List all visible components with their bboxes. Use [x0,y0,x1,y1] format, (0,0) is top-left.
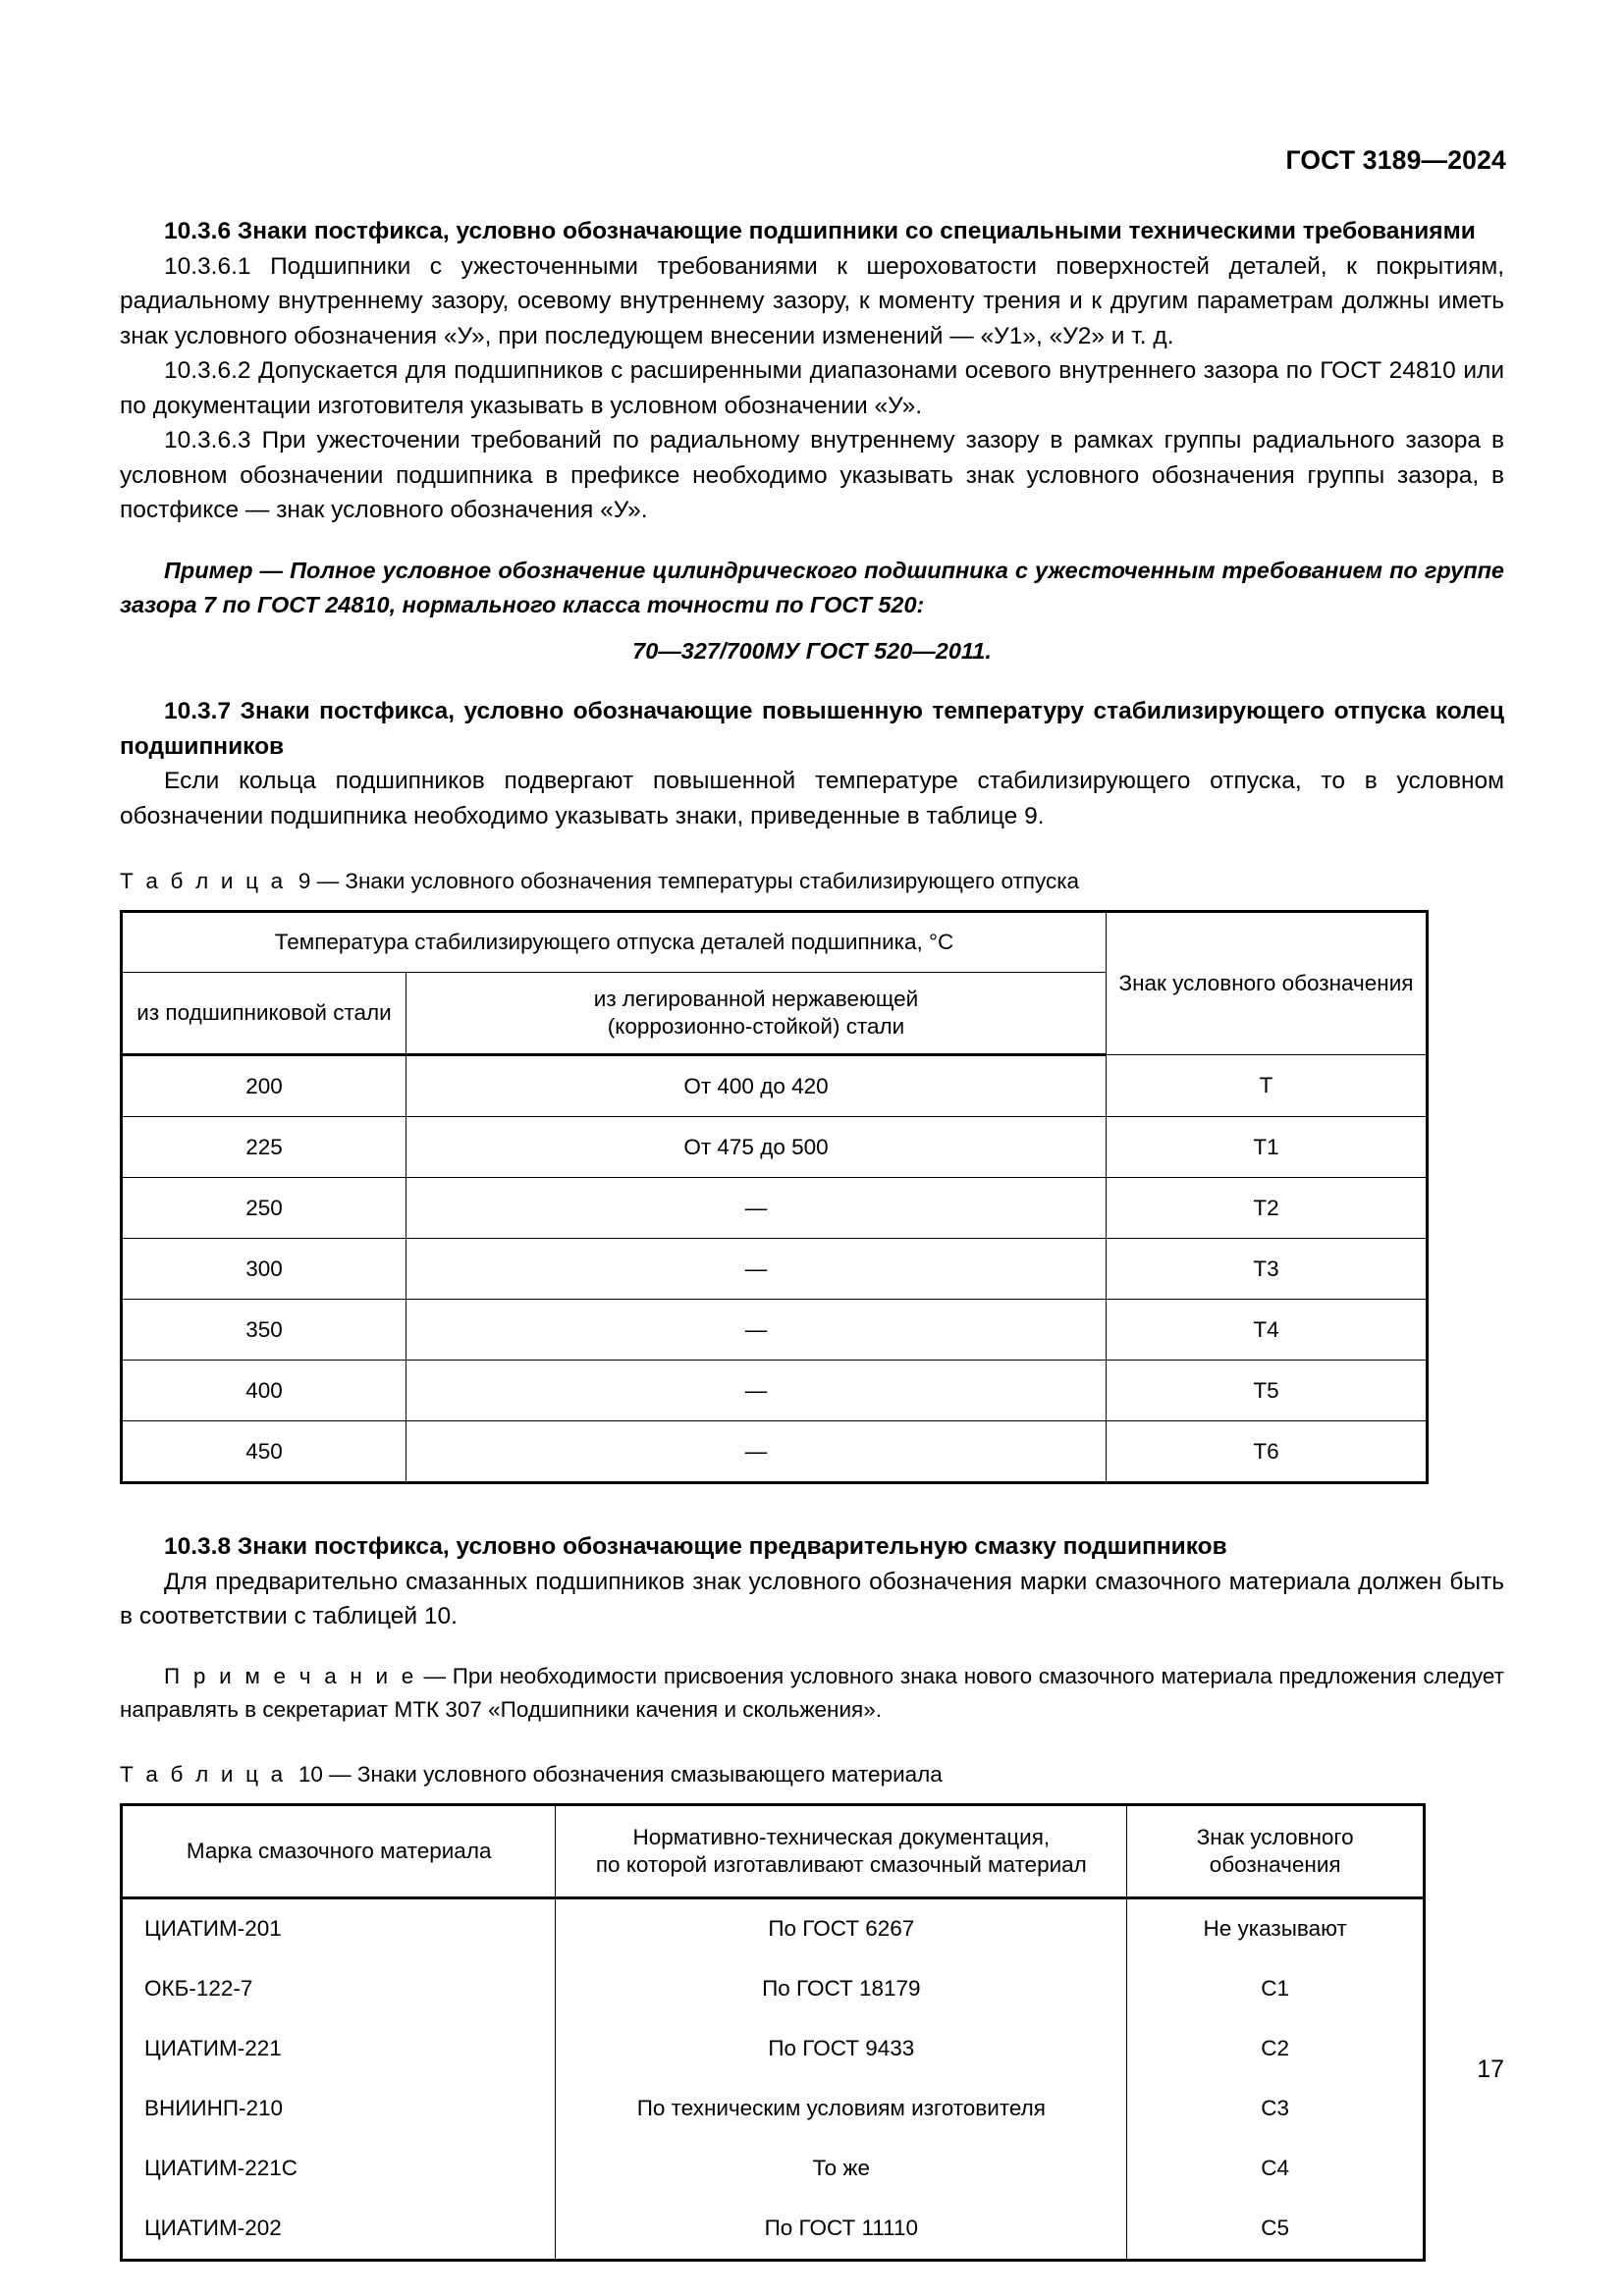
table9-header-span: Температура стабилизирующего отпуска деталей подшипника, °С [122,912,1107,973]
cell-bearing-steel: 200 [122,1055,406,1117]
cell-lubricant-sign: С3 [1127,2079,1425,2139]
spacer [120,528,1504,554]
spacer [120,668,1504,694]
cell-sign: Т2 [1107,1178,1428,1239]
paragraph-10-3-6-2: 10.3.6.2 Допускается для подшипников с расширенными диапазонами осевого внутреннего зазора по ГОСТ 24810 или по документации изготовителя указывать в условном обозначении «У». [120,357,1504,419]
cell-lubricant-document: По ГОСТ 18179 [556,1959,1127,2019]
table10-header-document [556,1804,1127,1897]
cell-lubricant-brand: ОКБ-122-7 [122,1959,556,2019]
table10-header-brand: Марка смазочного материала [122,1804,556,1897]
section-heading-10-3-8: 10.3.8 Знаки постфикса, условно обозначающие предварительную смазку подшипников [164,1533,1227,1560]
paragraph-10-3-6-3: 10.3.6.3 При ужесточении требований по радиальному внутреннему зазору в рамках группы радиального зазора в условном обозначении подшипника в префиксе необходимо указывать знак условного обозначения группы зазора, в постфиксе — знак условного обозначения «У». [120,427,1504,523]
cell-bearing-steel: 250 [122,1178,406,1239]
header-line-1: из легированной нержавеющей [593,987,919,1011]
header-line-2: по которой изготавливают смазочный материал [595,1851,1087,1877]
table-row [122,1897,1425,1959]
cell-stainless-steel: От 475 до 500 [406,1117,1107,1178]
table-caption-title: — Знаки условного обозначения температуры стабилизирующего отпуска [316,869,1080,893]
table-row [122,1055,1428,1117]
cell-stainless-steel: От 400 до 420 [406,1055,1107,1117]
cell-lubricant-sign: С2 [1127,2019,1425,2079]
cell-bearing-steel: 225 [122,1117,406,1178]
cell-stainless-steel: — [406,1421,1107,1483]
cell-lubricant-brand: ЦИАТИМ-202 [122,2199,556,2261]
spacer [120,1634,1504,1660]
paragraph-10-3-8-body: Для предварительно смазанных подшипников знак условного обозначения марки смазочного материала должен быть в соответствии с таблицей 10. [120,1568,1504,1629]
note-label: П р и м е ч а н и е [164,1663,417,1688]
table-row [122,1117,1428,1178]
cell-sign: Т4 [1107,1300,1428,1361]
table-row [122,2019,1425,2079]
cell-sign: Т5 [1107,1361,1428,1421]
cell-lubricant-document: По техническим условиям изготовителя [556,2079,1127,2139]
cell-sign: Т1 [1107,1117,1428,1178]
page-number: 17 [1477,2056,1504,2083]
cell-sign: Т6 [1107,1421,1428,1483]
table-temperature-signs [120,910,1429,1484]
table-row [122,1178,1428,1239]
table-row [122,2079,1425,2139]
cell-bearing-steel: 350 [122,1300,406,1361]
cell-lubricant-document: По ГОСТ 11110 [556,2199,1127,2261]
page-header [118,145,1506,185]
cell-lubricant-document: То же [556,2139,1127,2199]
table-row [122,1361,1428,1421]
cell-bearing-steel: 300 [122,1239,406,1300]
cell-lubricant-brand: ЦИАТИМ-201 [122,1897,556,1959]
table-row [122,1300,1428,1361]
cell-lubricant-sign: С5 [1127,2199,1425,2261]
cell-stainless-steel: — [406,1361,1107,1421]
cell-bearing-steel: 400 [122,1361,406,1421]
cell-lubricant-document: По ГОСТ 9433 [556,2019,1127,2079]
cell-bearing-steel: 450 [122,1421,406,1483]
table-9-caption [120,867,1504,896]
cell-sign: Т3 [1107,1239,1428,1300]
section-heading-10-3-6: 10.3.6 Знаки постфикса, условно обозначающие подшипники со специальными техническими требованиями [164,218,1476,244]
cell-lubricant-brand: ЦИАТИМ-221 [122,2019,556,2079]
table-lubricant-signs [120,1803,1426,2262]
table-row [122,2139,1425,2199]
table9-header-stainless-steel [406,973,1107,1055]
spacer [120,833,1504,867]
standard-designation: ГОСТ 3189—2024 [1285,145,1506,175]
spacer [120,1727,1504,1760]
cell-stainless-steel: — [406,1300,1107,1361]
cell-sign: Т [1107,1055,1428,1117]
paragraph-10-3-7-body: Если кольца подшипников подвергают повышенной температуре стабилизирующего отпуска, то в условном обозначении подшипника необходимо указывать знаки, приведенные в таблице 9. [120,768,1504,829]
table-caption-number: 9 [298,869,311,893]
table-10-caption [120,1760,1504,1789]
header-line-2: обозначения [1209,1851,1341,1877]
table-header-row [122,1804,1425,1897]
header-line-2: (коррозионно-стойкой) стали [607,1014,905,1039]
table-caption-word: Т а б л и ц а [120,1761,287,1787]
table-caption-number: 10 [298,1761,323,1787]
header-line-1: Знак условного [1196,1824,1354,1849]
table-row [122,1239,1428,1300]
header-line-1: Нормативно-техническая документация, [632,1824,1051,1849]
cell-stainless-steel: — [406,1178,1107,1239]
cell-stainless-steel: — [406,1239,1107,1300]
table-header-row [122,912,1428,973]
table9-header-bearing-steel: из подшипниковой стали [122,973,406,1055]
cell-lubricant-sign: С1 [1127,1959,1425,2019]
note-body: — При необходимости присвоения условного знака нового смазочного материала предложения следует направлять в секретариат МТК 307 «Подшипники качения и скольжения». [120,1663,1504,1722]
cell-lubricant-brand: ЦИАТИМ-221С [122,2139,556,2199]
example-designation-code: 70—327/700МУ ГОСТ 520—2011. [632,637,992,664]
table-row [122,2199,1425,2261]
paragraph-10-3-6-1: 10.3.6.1 Подшипники с ужесточенными требованиями к шероховатости поверхностей деталей, к покрытиям, радиальному внутреннему зазору, осевому внутреннему зазору, к моменту трения и к другим параметрам должны иметь знак условного обозначения «У», при последующем внесении изменений — «У1», «У2» и т. д. [120,252,1504,349]
table-row [122,1959,1425,2019]
section-heading-10-3-7: 10.3.7 Знаки постфикса, условно обозначающие повышенную температуру стабилизирующего отпуска колец подшипников [120,698,1504,760]
table-caption-word: Т а б л и ц а [120,869,287,893]
page-content [120,214,1504,2262]
note-paragraph [120,1660,1504,1727]
cell-lubricant-brand: ВНИИНП-210 [122,2079,556,2139]
table-caption-title: — Знаки условного обозначения смазывающего материала [329,1761,943,1787]
table9-header-sign: Знак условного обозначения [1107,912,1428,1055]
cell-lubricant-document: По ГОСТ 6267 [556,1897,1127,1959]
table-row [122,1421,1428,1483]
spacer [120,1484,1504,1529]
table10-header-sign [1127,1804,1425,1897]
cell-lubricant-sign: Не указывают [1127,1897,1425,1959]
cell-lubricant-sign: С4 [1127,2139,1425,2199]
example-text: Пример — Полное условное обозначение цилиндрического подшипника с ужесточенным требованием по группе зазора 7 по ГОСТ 24810, нормального класса точности по ГОСТ 520: [120,557,1504,617]
